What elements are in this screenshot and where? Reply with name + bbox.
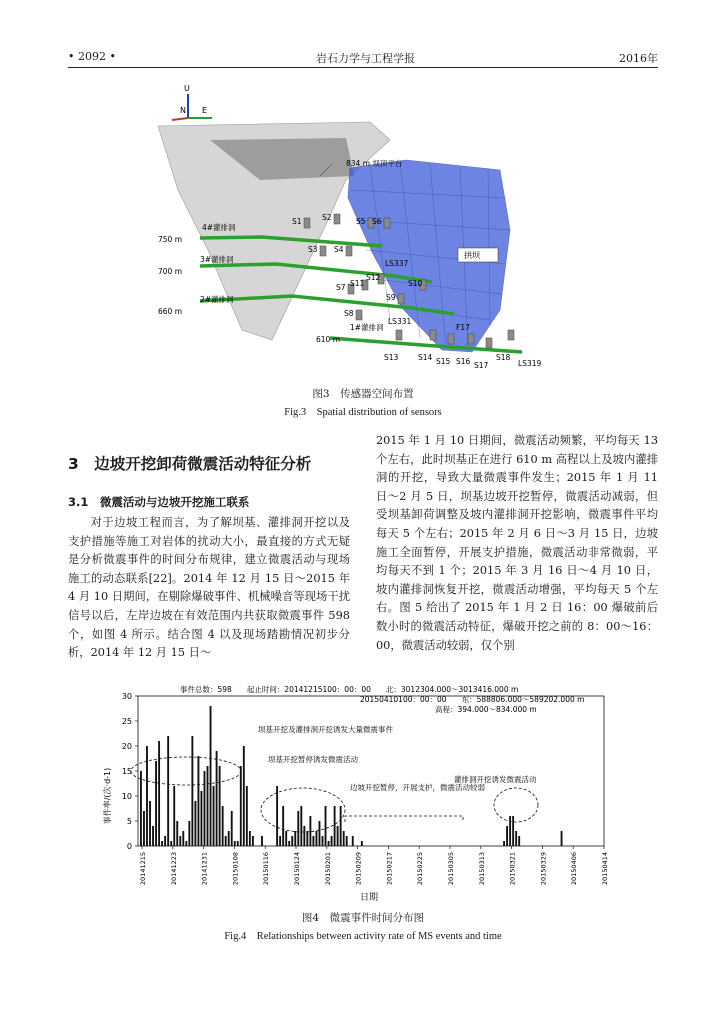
bar bbox=[155, 761, 157, 846]
fault-ls319-label: LS319 bbox=[518, 359, 542, 368]
annotation-3: 边坡开挖暂停，开展支护，微震活动较弱 bbox=[350, 783, 485, 792]
left-paragraph bbox=[68, 514, 350, 663]
bar bbox=[285, 831, 287, 846]
y-tick-label: 5 bbox=[126, 817, 132, 826]
bar bbox=[297, 811, 299, 846]
bar bbox=[243, 746, 245, 846]
sensor-marker-s1 bbox=[304, 218, 310, 228]
y-tick-label: 15 bbox=[121, 767, 132, 776]
x-tick-label: 20150225 bbox=[416, 852, 425, 886]
sensor-label-s11: S11 bbox=[350, 279, 365, 288]
bar bbox=[312, 836, 314, 846]
x-tick-label: 20141215 bbox=[139, 852, 147, 886]
bar bbox=[225, 836, 227, 846]
sensor-label-s17: S17 bbox=[474, 361, 489, 370]
sensor-marker-s16 bbox=[468, 334, 474, 344]
section-title: 3 边坡开挖卸荷微震活动特征分析 bbox=[68, 455, 312, 473]
bar bbox=[246, 786, 248, 846]
bar bbox=[167, 736, 169, 846]
bar bbox=[512, 816, 514, 846]
bar bbox=[325, 806, 327, 846]
bar bbox=[173, 786, 175, 846]
y-tick-label: 0 bbox=[126, 842, 132, 851]
figure-4-caption-cn: 图4 微震事件时间分布图 bbox=[301, 912, 425, 924]
bar bbox=[216, 751, 218, 846]
bar bbox=[185, 841, 187, 846]
elevation-700: 700 m bbox=[158, 267, 183, 276]
elevation-750: 750 m bbox=[158, 235, 183, 244]
x-tick-label: 20150124 bbox=[293, 852, 301, 886]
bar bbox=[149, 801, 151, 846]
bar bbox=[210, 706, 212, 846]
sensor-marker-s3 bbox=[320, 246, 326, 256]
sensor-label-s18: S18 bbox=[496, 353, 511, 362]
bar bbox=[343, 831, 345, 846]
chart-info-line-1: 事件总数：598 起止时间：20141215100：00：00 北：3012304.000～3013416.000 m bbox=[180, 685, 519, 694]
bar bbox=[191, 736, 193, 846]
bar bbox=[316, 831, 318, 846]
figure-4-chart bbox=[98, 678, 626, 906]
bar bbox=[515, 831, 517, 846]
x-tick-label: 20150414 bbox=[601, 852, 609, 886]
sensor-label-s3: S3 bbox=[308, 245, 318, 254]
bar bbox=[222, 806, 224, 846]
x-tick-label: 20150201 bbox=[323, 852, 332, 886]
bar bbox=[322, 836, 324, 846]
bar bbox=[207, 766, 209, 846]
bar bbox=[506, 826, 508, 846]
x-tick-label: 20150329 bbox=[539, 852, 548, 886]
bar bbox=[140, 771, 142, 846]
bar bbox=[261, 836, 263, 846]
bar bbox=[231, 811, 233, 846]
header-rule bbox=[68, 67, 658, 68]
sensor-marker-s2 bbox=[334, 214, 340, 224]
x-tick-label: 20150321 bbox=[508, 852, 517, 886]
bar bbox=[279, 836, 281, 846]
compass-north-label: N bbox=[180, 106, 186, 115]
bar bbox=[182, 831, 184, 846]
subsection-title: 3.1 微震活动与边坡开挖施工联系 bbox=[68, 495, 250, 509]
bar bbox=[300, 806, 302, 846]
bar bbox=[291, 836, 293, 846]
x-axis-title: 日期 bbox=[360, 893, 379, 903]
bar bbox=[346, 836, 348, 846]
tunnel-1-label: 1#灌排洞 bbox=[350, 323, 384, 332]
x-tick-label: 20150217 bbox=[385, 852, 394, 886]
bar bbox=[161, 841, 163, 846]
fault-f17-label: F17 bbox=[456, 323, 470, 332]
arch-dam-label: 拱坝 bbox=[464, 251, 480, 260]
sensor-marker-s4 bbox=[346, 246, 352, 256]
bar bbox=[213, 786, 215, 846]
journal-title: 岩石力学与工程学报 bbox=[316, 52, 415, 65]
fault-ls331-label: LS331 bbox=[388, 317, 412, 326]
y-tick-label: 25 bbox=[121, 717, 132, 726]
bar bbox=[306, 831, 308, 846]
bar bbox=[201, 791, 203, 846]
y-tick-label: 20 bbox=[121, 742, 132, 751]
sensor-label-s1: S1 bbox=[292, 217, 302, 226]
sensor-label-s9: S9 bbox=[386, 293, 396, 302]
y-tick-label: 30 bbox=[121, 692, 132, 701]
bar bbox=[303, 826, 305, 846]
annotation-4: 灌排洞开挖诱发微震活动 bbox=[454, 775, 537, 784]
tunnel-3-label: 3#灌排洞 bbox=[200, 255, 234, 264]
sensor-label-s7: S7 bbox=[336, 283, 346, 292]
x-tick-label: 20141223 bbox=[169, 852, 178, 886]
sensor-label-s2: S2 bbox=[322, 213, 332, 222]
tunnel-4-label: 4#灌排洞 bbox=[202, 223, 236, 232]
sensor-label-s6: S6 bbox=[372, 217, 382, 226]
sensor-marker-s6 bbox=[384, 218, 390, 228]
year-label: 2016年 bbox=[619, 52, 658, 65]
tunnel-2-label: 2#灌排洞 bbox=[200, 295, 234, 304]
bar bbox=[204, 771, 206, 846]
sensor-marker-s13 bbox=[396, 330, 402, 340]
sensor-label-s8: S8 bbox=[344, 309, 354, 318]
sensor-marker-s17 bbox=[486, 338, 492, 348]
figure-4-caption-en: Fig.4 Relationships between activity rate of MS events and time bbox=[224, 931, 502, 942]
bar bbox=[219, 766, 221, 846]
bar bbox=[340, 806, 342, 846]
sensor-label-s13: S13 bbox=[384, 353, 399, 362]
bar bbox=[179, 836, 181, 846]
sensor-label-s15: S15 bbox=[436, 357, 451, 366]
compass-axes bbox=[172, 84, 212, 120]
left-paragraph-text: 对于边坡工程而言，为了解坝基、灌排洞开挖以及支护措施等施工对岩体的扰动大小，最直接的方式无疑是分析微震事件的时间分布规律，建立微震活动与现场施工的动态联系[22]。2014 年 12 月 15 日～2015 年 4 月 10 日期间，在剔除爆破事件、机械噪音等现场干扰信号以后，左岸边坡在有效范围内共获取微震事件 598 个，如图 4 所示。结合图 4 以及现场踏勘情况初步分析，2014 年 12 月 15 日～ bbox=[68, 516, 350, 660]
sensor-label-s12: S12 bbox=[366, 273, 381, 282]
sensor-label-s16: S16 bbox=[456, 357, 471, 366]
sensor-marker-s9 bbox=[398, 294, 404, 304]
x-tick-label: 20150108 bbox=[231, 852, 240, 886]
elevation-660: 660 m bbox=[158, 307, 183, 316]
sensor-marker-s14 bbox=[430, 330, 436, 340]
y-axis-title: 事件率/(次·d-1) bbox=[103, 767, 112, 825]
sensor-marker-s15 bbox=[448, 334, 454, 344]
bar bbox=[188, 821, 190, 846]
bar bbox=[309, 816, 311, 846]
sensor-label-s10: S10 bbox=[408, 279, 423, 288]
bar bbox=[334, 806, 336, 846]
sensor-label-s4: S4 bbox=[334, 245, 344, 254]
platform-label: 834 m 坝顶平台 bbox=[346, 159, 403, 168]
bar bbox=[288, 841, 290, 846]
figure-3-sensor-layout bbox=[150, 80, 550, 380]
x-tick-label: 20150116 bbox=[262, 852, 271, 886]
elevation-610: 610 m bbox=[316, 335, 341, 344]
x-tick-label: 20150209 bbox=[354, 852, 363, 886]
right-paragraph-text: 2015 年 1 月 10 日期间，微震活动频繁，平均每天 13 个左右，此时坝基正在进行 610 m 高程以上及坡内灌排洞的开挖，导致大量微震事件发生；2015 年 1 月 11 日～2 月 5 日，坝基边坡开挖暂停，微震活动减弱，但受坝基卸荷调整及坡内灌排洞开挖影响，微震事件平均每天 5 个左右；2015 年 2 月 6 日～3 月 15 日，边坡施工全面暂停，开展支护措施，微震活动非常微弱，平均每天不到 1 个；2015 年 3 月 16 日～4 月 10 日，坡内灌排洞恢复开挖，微震活动增强，平均每天 5 个左右。图 5 给出了 2015 年 1 月 2 日 16：00 爆破前后数小时的微震活动特征，爆破开挖之前的 8：00～16：00，微震活动较弱，仅个别 bbox=[376, 434, 658, 652]
figure-3-caption-en: Fig.3 Spatial distribution of sensors bbox=[284, 407, 442, 418]
bar bbox=[509, 816, 511, 846]
bar bbox=[152, 826, 154, 846]
bar bbox=[276, 786, 278, 846]
x-tick-label: 20150313 bbox=[477, 852, 486, 886]
bar bbox=[319, 821, 321, 846]
bar bbox=[352, 836, 354, 846]
bar bbox=[328, 841, 330, 846]
bar bbox=[158, 741, 160, 846]
running-header bbox=[68, 50, 658, 66]
compass-east-label: E bbox=[202, 106, 208, 115]
bar bbox=[337, 826, 339, 846]
bar bbox=[361, 841, 363, 846]
y-tick-label: 10 bbox=[121, 792, 132, 801]
bar bbox=[503, 841, 505, 846]
x-tick-label: 20150406 bbox=[570, 852, 579, 886]
fault-ls337-label: LS337 bbox=[385, 259, 409, 268]
bar bbox=[237, 841, 239, 846]
annotation-1: 坝基开挖及灌排洞开挖诱发大量微震事件 bbox=[258, 725, 393, 734]
bar bbox=[249, 831, 251, 846]
right-paragraph bbox=[376, 432, 658, 655]
sensor-label-s5: S5 bbox=[356, 217, 366, 226]
chart-info-line-3: 高程：394.000～834.000 m bbox=[435, 705, 537, 714]
bar bbox=[197, 756, 199, 846]
compass-up-label: U bbox=[184, 84, 190, 93]
bar bbox=[228, 831, 230, 846]
x-tick-label: 20141231 bbox=[200, 852, 209, 886]
bar bbox=[194, 801, 196, 846]
bar bbox=[143, 811, 145, 846]
bar bbox=[170, 841, 172, 846]
annotation-2: 坝基开挖暂停诱发微震活动 bbox=[268, 755, 358, 764]
sensor-marker-s8 bbox=[356, 310, 362, 320]
bar bbox=[518, 836, 520, 846]
bar bbox=[294, 831, 296, 846]
bar bbox=[234, 841, 236, 846]
chart-info-line-2: 20150410100：00：00 东：588806.000～589202.000 m bbox=[360, 695, 585, 704]
bar bbox=[561, 831, 563, 846]
bar bbox=[331, 836, 333, 846]
bar bbox=[164, 836, 166, 846]
bar bbox=[252, 836, 254, 846]
bar bbox=[176, 821, 178, 846]
figure-3-caption-cn: 图3 传感器空间布置 bbox=[312, 388, 414, 400]
bar bbox=[240, 766, 242, 846]
sensor-marker-s18 bbox=[508, 330, 514, 340]
page-number: • 2092 • bbox=[68, 50, 116, 63]
sensor-label-s14: S14 bbox=[418, 353, 433, 362]
bar bbox=[282, 806, 284, 846]
x-tick-label: 20150305 bbox=[447, 852, 455, 886]
